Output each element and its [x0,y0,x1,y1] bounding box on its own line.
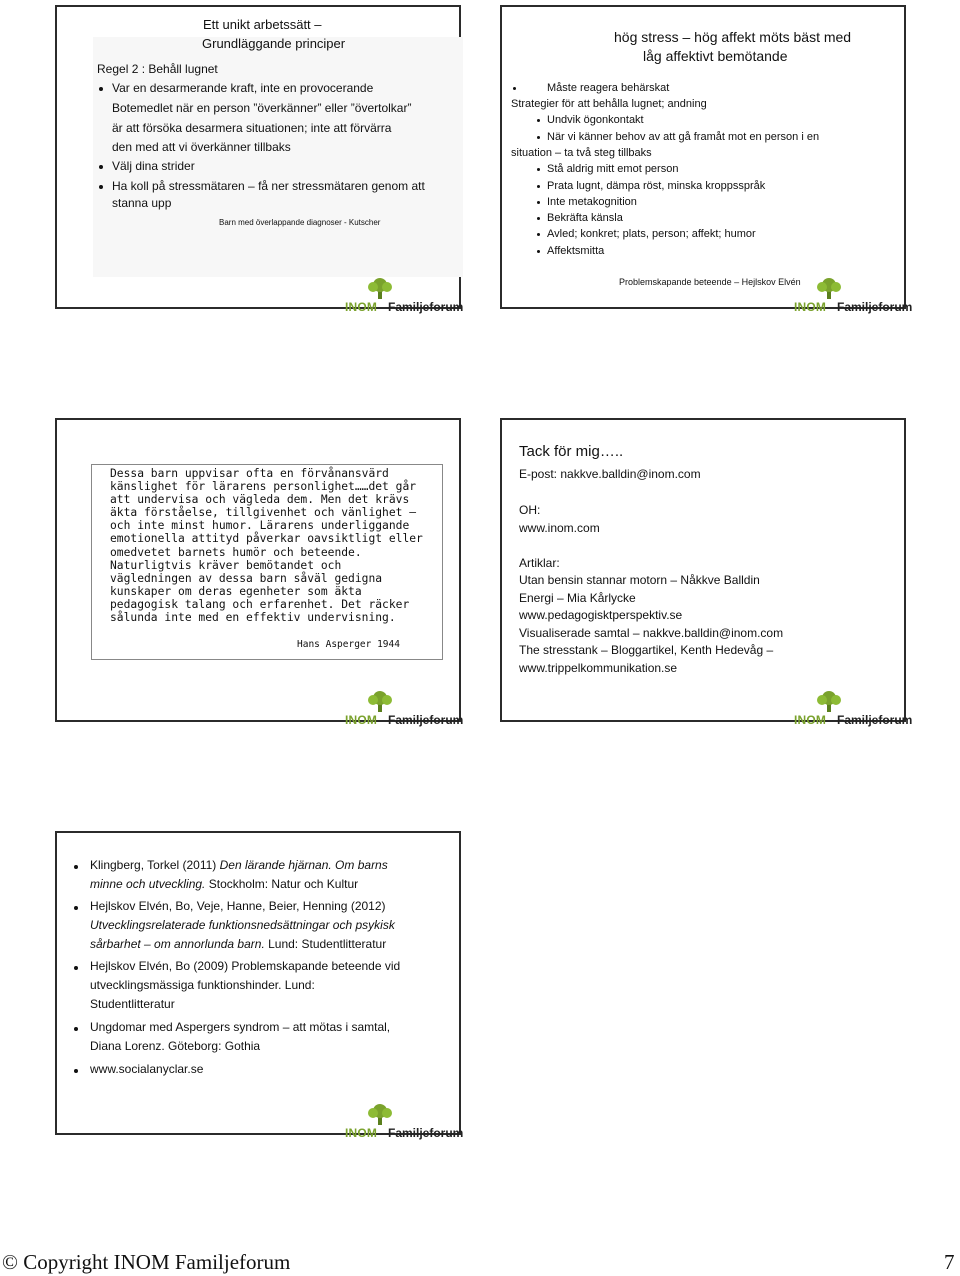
quote-line: sålunda inte med en effektiv undervisning. [110,611,396,625]
reference-3-line-2: utvecklingsmässiga funktionshinder. Lund: [90,978,315,992]
slide-5 [55,831,464,1140]
logo-brand: INOM [794,713,827,727]
slide-4-line: www.pedagogisktperspektiv.se [519,608,683,622]
slide-4-line: Visualiserade samtal – nakkve.balldin@inom.com [519,626,784,640]
slide-4-title: Tack för mig….. [519,443,624,460]
inom-logo [345,1103,463,1139]
slide-1-line: Botemedlet när en person ”överkänner” eller ”övertolkar” [112,101,412,115]
reference-4-line-2: Diana Lorenz. Göteborg: Gothia [90,1039,261,1053]
reference-5-line-1: www.socialanyclar.se [90,1062,204,1076]
slide-1 [55,5,464,314]
quote-line: kunskaper om deras egenheter som äkta [110,584,362,598]
slide-2-footer: Problemskapande beteende – Hejlskov Elvén [619,277,801,287]
bullet [537,136,540,139]
quote-line: och inte minst humor. Lärarens underliggande [110,519,410,533]
bullet [537,217,540,220]
quote-line: pedagogisk talang och erfarenhet. Det räcker [110,597,410,611]
slide-2-title-line-1: hög stress – hög affekt möts bäst med [614,29,852,45]
slide-4-line: OH: [519,503,541,517]
bullet [99,165,103,169]
bullet [99,185,103,189]
quote-line: Dessa barn uppvisar ofta en förvånansvärd [110,467,389,480]
quote-line: omedvetet barnets humör och beteende. [110,545,362,559]
inom-logo [794,277,912,313]
slide-2-title-line-2: låg affektivt bemötande [643,48,788,64]
slide-2-line: Avled; konkret; plats, person; affekt; humor [547,228,756,240]
logo-brand: INOM [345,713,378,727]
reference-3-line-1: Hejlskov Elvén, Bo (2009) Problemskapande beteende vid [90,959,401,973]
slide-2-line: Strategier för att behålla lugnet; andning [511,98,707,110]
slide-1-rule: Regel 2 : Behåll lugnet [97,62,218,76]
logo-brand: INOM [345,300,378,314]
tree-icon [814,277,844,299]
reference-2-line-2: Utvecklingsrelaterade funktionsnedsättningar och psykisk [90,918,395,932]
bullet [74,1027,78,1031]
logo-name: Familjeforum [837,713,913,727]
quote-line: vägledningen av dessa barn såväl gedigna [110,571,383,585]
bullet [99,87,103,91]
reference-1-line-1: Klingberg, Torkel (2011) Den lärande hjärnan. Om barns [90,858,388,872]
reference-4-line-1: Ungdomar med Aspergers syndrom – att mötas i samtal, [90,1020,391,1034]
slide-2-line: När vi känner behov av att gå framåt mot en person i en [547,131,820,143]
quote-box [91,464,443,660]
slide-1-title-line-1: Ett unikt arbetssätt – [203,17,322,32]
copyright-footer: © Copyright INOM Familjeforum [2,1250,291,1274]
bullet [513,87,516,90]
bullet [537,185,540,188]
inom-logo [345,690,463,726]
bullet [74,1069,78,1073]
inom-logo [345,277,463,313]
logo-brand: INOM [345,1126,378,1140]
slide-2-line: Stå aldrig mitt emot person [547,163,679,175]
reference-2-line-3: sårbarhet – om annorlunda barn. Lund: Studentlitteratur [90,937,387,951]
slide-1-line: Välj dina strider [112,159,195,173]
slide-4-line: www.inom.com [519,521,600,535]
bullet [74,865,78,869]
quote-line: äkta förståelse, tillgivenhet och vänlighet – [110,506,417,520]
slide-1-line: Ha koll på stressmätaren – få ner stressmätaren genom att [112,179,425,193]
quote-line: Naturligtvis kräver bemötandet och [110,558,342,572]
slide-1-line: den med att vi överkänner tillbaks [112,140,291,154]
slide-4 [500,418,913,727]
slide-1-caption: Barn med överlappande diagnoser - Kutscher [219,218,381,227]
slide-1-line: Var en desarmerande kraft, inte en provocerande [112,81,374,95]
tree-icon [365,277,395,299]
slide-2-line: Bekräfta känsla [547,212,623,224]
quote-line: att undervisa och vägleda dem. Men det krävs [110,493,410,507]
bullet [537,201,540,204]
slide-1-line: är att försöka desarmera situationen; inte att förvärra [112,121,392,135]
quote-attribution: Hans Asperger 1944 [297,639,400,650]
bullet [537,119,540,122]
reference-2-line-1: Hejlskov Elvén, Bo, Veje, Hanne, Beier, Henning (2012) [90,899,386,913]
slide-4-line: E-post: nakkve.balldin@inom.com [519,467,701,481]
slide-2-line: Prata lugnt, dämpa röst, minska kroppsspråk [547,180,766,192]
logo-brand: INOM [794,300,827,314]
slide-2 [500,5,913,314]
slide-4-line: Artiklar: [519,556,560,570]
tree-icon [365,1103,395,1125]
bullet [537,250,540,253]
page-number: 7 [944,1250,955,1274]
tree-icon [814,690,844,712]
slide-1-line: stanna upp [112,196,172,210]
slide-4-line: www.trippelkommunikation.se [519,661,678,675]
slide-4-line: Utan bensin stannar motorn – Nåkkve Balldin [519,573,760,587]
reference-1-line-2: minne och utveckling. Stockholm: Natur och Kultur [90,877,359,891]
reference-3-line-3: Studentlitteratur [90,997,175,1011]
logo-name: Familjeforum [388,713,464,727]
slide-2-line: Undvik ögonkontakt [547,114,644,126]
slide-1-title-line-2: Grundläggande principer [202,36,346,51]
quote-line: känslighet för lärarens personlighet……det går [110,480,417,494]
slide-2-line: Måste reagera behärskat [547,82,670,94]
bullet [537,168,540,171]
slide-2-line: Inte metakognition [547,196,637,208]
slide-4-line: The stresstank – Bloggartikel, Kenth Hedevåg – [519,643,774,657]
logo-name: Familjeforum [388,1126,464,1140]
quote-text [110,467,423,624]
bullet [537,233,540,236]
bullet [74,906,78,910]
inom-logo [794,690,912,726]
quote-line: emotionella attityd påverkar oavsiktligt eller [110,532,423,546]
bullet [74,966,78,970]
slide-4-line: Energi – Mia Kårlycke [519,591,636,605]
logo-name: Familjeforum [388,300,464,314]
slide-2-line: situation – ta två steg tillbaks [511,147,652,159]
logo-name: Familjeforum [837,300,913,314]
slide-2-line: Affektsmitta [547,245,605,257]
tree-icon [365,690,395,712]
slide-3 [55,418,464,727]
